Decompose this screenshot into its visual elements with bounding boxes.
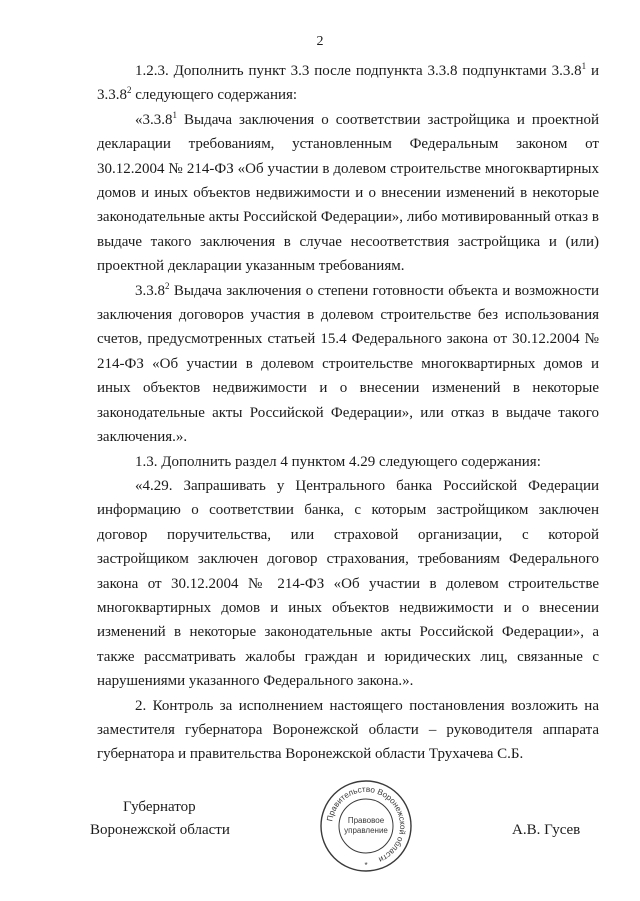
signatory-position: [90, 796, 230, 842]
paragraph-3-3-8-2: 3.3.8$^2$ Выдача заключения о степени готовности объекта и возможности заключения договоров участия в долевом строительстве без использования счетов, предусмотренных статьей 15.4 Федерального закона от 30.12.2004 № 214-ФЗ «Об участии в долевом строительстве многоквартирных домов и иных объектов недвижимости и о внесении изменений в некоторые законодательные акты Российской Федерации», или отказ в выдаче такого заключения.».: [97, 280, 599, 446]
stamp-center-line-2: управление: [344, 826, 388, 835]
position-line-2: Воронежской области: [90, 822, 230, 838]
paragraph-3-3-8-1: «3.3.8$^1$ Выдача заключения о соответствии застройщика и проектной декларации требованиям, установленным Федеральным законом от 30.12.2004 № 214-ФЗ «Об участии в долевом строительстве многоквартирных домов и иных объектов недвижимости и о внесении изменений в некоторые законодательные акты Российской Федерации», либо мотивированный отказ в выдаче такого заключения в случае несоответствия застройщика и (или) проектной декларации указанным требованиям.: [97, 109, 599, 275]
legal-department-stamp: [318, 778, 414, 874]
document-body: [97, 59, 599, 767]
paragraph-1-3: 1.3. Дополнить раздел 4 пунктом 4.29 следующего содержания:: [135, 453, 541, 470]
stamp-star: *: [364, 861, 368, 870]
signatory-name: А.В. Гусев: [512, 822, 581, 838]
stamp-ring-text: Правительство Воронежской области: [325, 784, 408, 865]
page-number: 2: [316, 34, 324, 49]
paragraph-4-29: «4.29. Запрашивать у Центрального банка Российской Федерации информацию о соответствии банка, с которым застройщиком заключен договор поручительства, или страховой организации, с которой застройщиком заключен договор страхования, требованиям Федерального закона от 30.12.2004 № 214-ФЗ «Об участии в долевом строительстве многоквартирных домов и иных объектов недвижимости и о внесении изменений в некоторые законодательные акты Российской Федерации», а также рассматривать жалобы граждан и юридических лиц, связанные с нарушениями указанного Федерального закона.».: [97, 477, 599, 690]
paragraph-2: 2. Контроль за исполнением настоящего постановления возложить на заместителя губернатора Воронежской области – руководителя аппарата губернатора и правительства Воронежской области Трухачева С.Б.: [97, 697, 599, 763]
paragraph-1-2-3: 1.2.3. Дополнить пункт 3.3 после подпункта 3.3.8 подпунктами 3.3.8$^1$ и 3.3.8$^2$ следующего содержания:: [97, 61, 599, 104]
position-line-1: Губернатор: [123, 799, 196, 815]
stamp-center-line-1: Правовое: [347, 816, 385, 825]
